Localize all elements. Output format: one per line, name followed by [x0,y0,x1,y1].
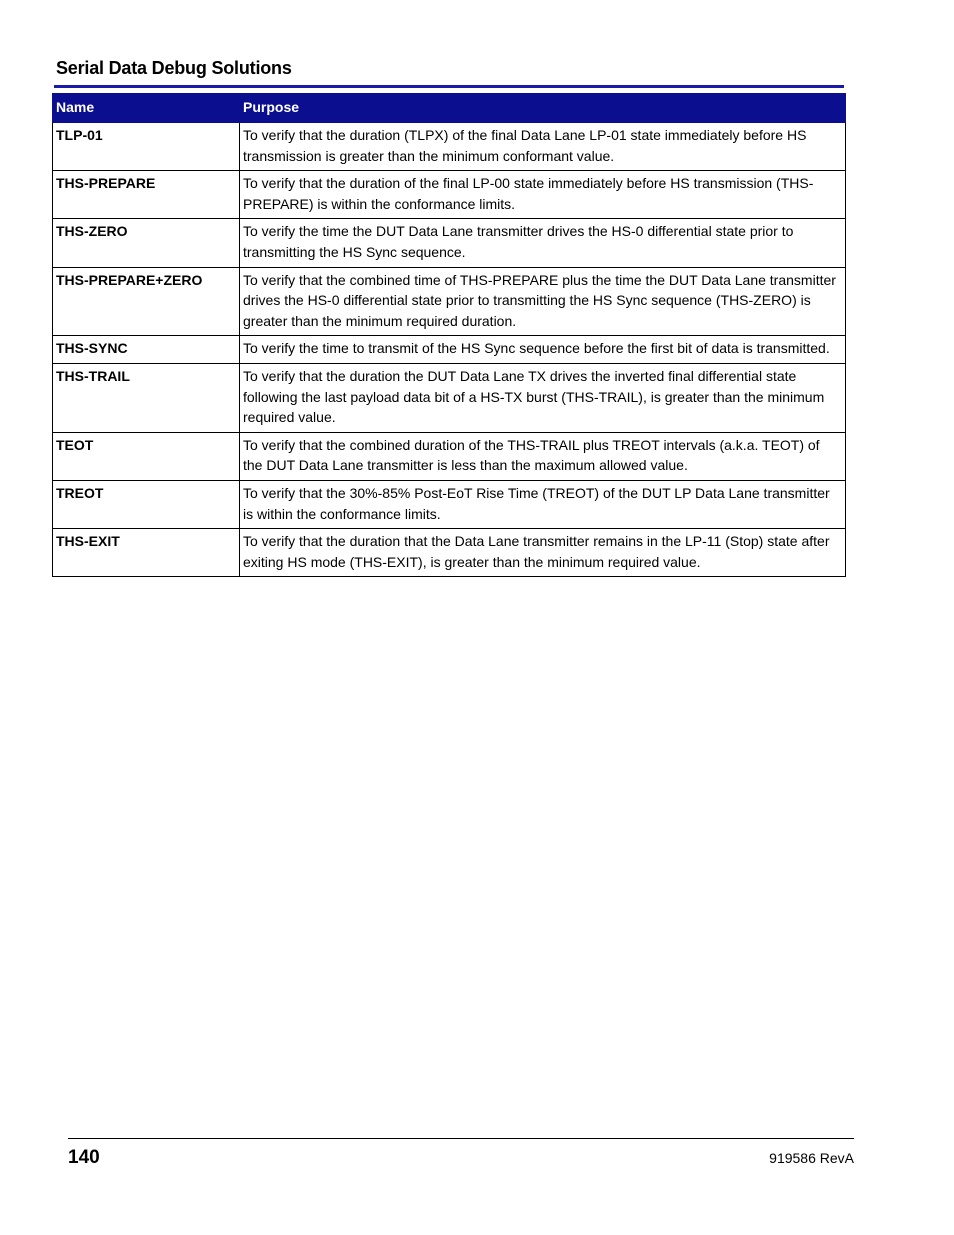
table-row [53,267,846,336]
test-purpose-cell: To verify the time to transmit of the HS Sync sequence before the first bit of data is transmitted. [240,336,846,364]
footer-rule [68,1138,854,1139]
table-header-row [53,94,846,123]
table-row [53,336,846,364]
test-name-cell: THS-PREPARE [53,171,240,219]
document-id: 919586 RevA [769,1150,854,1166]
test-name-cell: THS-TRAIL [53,363,240,432]
test-name-cell: THS-PREPARE+ZERO [53,267,240,336]
section-title: Serial Data Debug Solutions [56,58,292,78]
test-purpose-cell: To verify that the duration (TLPX) of the final Data Lane LP-01 state immediately before HS transmission is greater than the minimum conformant value. [240,123,846,171]
test-purpose-cell: To verify that the duration of the final LP-00 state immediately before HS transmission (THS-PREPARE) is within the conformance limits. [240,171,846,219]
test-name-cell: TEOT [53,432,240,480]
title-rule [54,85,844,88]
test-purpose-cell: To verify that the combined duration of the THS-TRAIL plus TREOT intervals (a.k.a. TEOT) of the DUT Data Lane transmitter is less than the maximum allowed value. [240,432,846,480]
test-description-table [52,93,846,577]
test-purpose-cell: To verify the time the DUT Data Lane transmitter drives the HS-0 differential state prior to transmitting the HS Sync sequence. [240,219,846,267]
table-row [53,219,846,267]
table-row [53,529,846,577]
column-header-name: Name [53,94,240,123]
table-row [53,480,846,528]
test-purpose-cell: To verify that the duration the DUT Data Lane TX drives the inverted final differential state following the last payload data bit of a HS-TX burst (THS-TRAIL), is greater than the minimum required value. [240,363,846,432]
column-header-purpose: Purpose [240,94,846,123]
page-number: 140 [68,1147,100,1168]
test-name-cell: THS-ZERO [53,219,240,267]
test-name-cell: TLP-01 [53,123,240,171]
test-name-cell: THS-SYNC [53,336,240,364]
test-purpose-cell: To verify that the combined time of THS-PREPARE plus the time the DUT Data Lane transmitter drives the HS-0 differential state prior to transmitting the HS Sync sequence (THS-ZERO) is greater than the minimum required duration. [240,267,846,336]
test-purpose-cell: To verify that the 30%-85% Post-EoT Rise Time (TREOT) of the DUT LP Data Lane transmitter is within the conformance limits. [240,480,846,528]
table-row [53,363,846,432]
test-name-cell: THS-EXIT [53,529,240,577]
table-row [53,171,846,219]
test-name-cell: TREOT [53,480,240,528]
table-row [53,123,846,171]
table-row [53,432,846,480]
test-purpose-cell: To verify that the duration that the Data Lane transmitter remains in the LP-11 (Stop) state after exiting HS mode (THS-EXIT), is greater than the minimum required value. [240,529,846,577]
